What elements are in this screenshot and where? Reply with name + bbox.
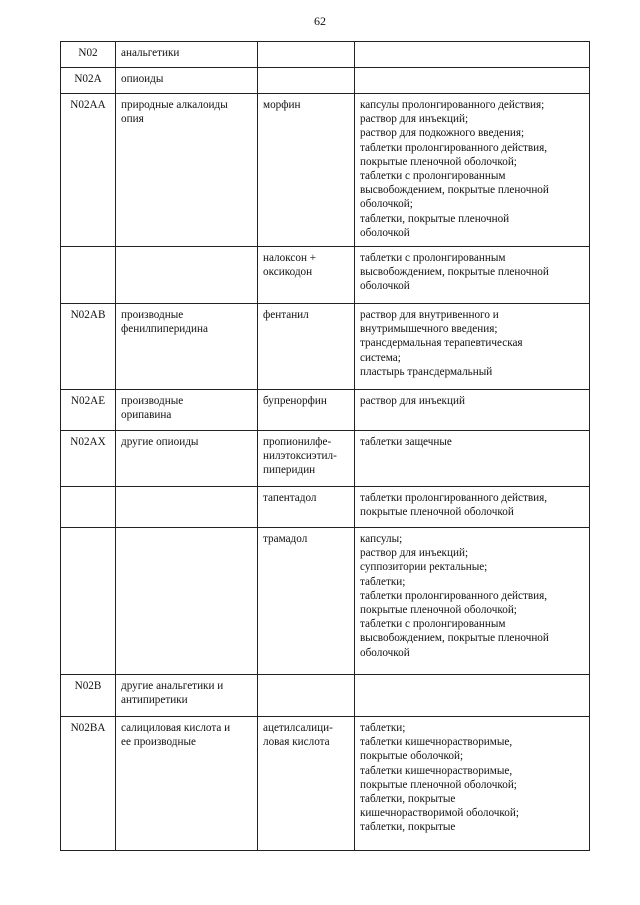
forms-line: пластырь трансдермальный [360,365,493,378]
forms-line: таблетки с пролонгированным [360,170,506,183]
atc-code-cell [61,247,116,304]
group-name-cell [116,42,258,68]
drug-name-cell [258,431,355,487]
atc-code-cell: N02AA [61,94,116,247]
forms-line: высвобождением, покрытые пленочной [360,266,549,279]
group-line: другие анальгетики и [121,680,224,693]
page-number: 62 [314,14,326,28]
forms-line: покрытые пленочной оболочкой; [360,604,517,617]
group-line: антипиретики [121,694,188,707]
table-row [61,68,590,94]
group-line: производные [121,395,184,408]
table-row [61,94,590,247]
group-name-cell [116,304,258,390]
atc-code-cell: N02AX [61,431,116,487]
drug-line: фентанил [263,309,309,322]
drug-name-cell [258,528,355,675]
table-row [61,42,590,68]
forms-line: оболочкой; [360,198,413,211]
group-name-cell [116,68,258,94]
forms-line: оболочкой [360,646,410,659]
table-row [61,528,590,675]
dosage-forms-cell [355,304,590,390]
table-row [61,247,590,304]
group-name-cell [116,487,258,528]
drug-name-cell [258,94,355,247]
drug-name-cell [258,304,355,390]
table-row [61,431,590,487]
table-row [61,717,590,851]
forms-line: суппозитории ректальные; [360,561,488,574]
forms-line: таблетки; [360,575,406,588]
forms-line: кишечнорастворимой оболочкой; [360,807,519,820]
forms-line: система; [360,351,401,364]
forms-line: оболочкой [360,226,410,239]
forms-line: таблетки; [360,722,406,735]
drug-name-cell [258,42,355,68]
atc-code-cell: N02AB [61,304,116,390]
group-line: орипавина [121,409,172,422]
drug-name-cell [258,390,355,431]
group-line: ее производные [121,736,196,749]
drug-line: трамадол [263,533,308,546]
drug-line: налоксон + [263,252,317,265]
drug-name-cell [258,68,355,94]
group-line: другие опиоиды [121,436,199,449]
atc-code-cell: N02B [61,675,116,717]
forms-line: высвобождением, покрытые пленочной [360,632,549,645]
forms-line: внутримышечного введения; [360,323,498,336]
forms-line: раствор для инъекций; [360,547,469,560]
forms-line: высвобождением, покрытые пленочной [360,184,549,197]
forms-line: раствор для подкожного введения; [360,127,525,140]
drug-line: оксикодон [263,266,313,279]
group-name-cell [116,717,258,851]
dosage-forms-cell [355,68,590,94]
dosage-forms-cell [355,390,590,431]
drug-classification-table [60,41,590,851]
dosage-forms-cell [355,717,590,851]
group-line: опия [121,113,144,126]
forms-line: раствор для внутривенного и [360,309,499,322]
group-line: производные [121,309,184,322]
group-name-cell [116,94,258,247]
forms-line: таблетки кишечнорастворимые, [360,764,513,777]
group-name-cell [116,431,258,487]
drug-line: пиперидин [263,464,316,477]
drug-name-cell [258,247,355,304]
forms-line: таблетки с пролонгированным [360,618,506,631]
drug-name-cell [258,717,355,851]
forms-line: покрытые пленочной оболочкой [360,506,514,519]
atc-code-cell: N02AE [61,390,116,431]
forms-line: оболочкой [360,280,410,293]
atc-code-cell: N02A [61,68,116,94]
forms-line: таблетки, покрытые [360,821,456,834]
drug-line: ацетилсалици- [263,722,333,735]
forms-line: таблетки кишечнорастворимые, [360,736,513,749]
drug-line: ловая кислота [263,736,330,749]
forms-line: таблетки, покрытые пленочной [360,212,510,225]
table-body [61,42,590,851]
group-name-cell [116,247,258,304]
group-name-cell [116,675,258,717]
dosage-forms-cell [355,487,590,528]
group-name-cell [116,390,258,431]
forms-line: капсулы; [360,533,403,546]
group-name-cell [116,528,258,675]
dosage-forms-cell [355,94,590,247]
drug-line: нилэтоксиэтил- [263,450,337,463]
drug-name-cell [258,487,355,528]
drug-line: тапентадол [263,492,317,505]
dosage-forms-cell [355,42,590,68]
drug-name-cell [258,675,355,717]
forms-line: раствор для инъекций [360,395,465,408]
atc-code-cell: N02BA [61,717,116,851]
forms-line: таблетки с пролонгированным [360,252,506,265]
dosage-forms-cell [355,247,590,304]
drug-line: бупренорфин [263,395,327,408]
table-row [61,487,590,528]
forms-line: покрытые пленочной оболочкой; [360,155,517,168]
forms-line: капсулы пролонгированного действия; [360,99,545,111]
forms-line: раствор для инъекций; [360,113,469,126]
group-line: анальгетики [121,47,180,59]
table-row [61,675,590,717]
drug-line: морфин [263,99,301,111]
atc-code-cell: N02 [61,42,116,68]
dosage-forms-cell [355,675,590,717]
forms-line: покрытые оболочкой; [360,750,464,763]
forms-line: таблетки пролонгированного действия, [360,589,548,602]
group-line: природные алкалоиды [121,99,228,111]
group-line: салициловая кислота и [121,722,231,735]
group-line: фенилпиперидина [121,323,208,336]
atc-code-cell [61,528,116,675]
forms-line: таблетки пролонгированного действия, [360,492,548,505]
forms-line: таблетки защечные [360,436,452,449]
dosage-forms-cell [355,431,590,487]
table-row [61,304,590,390]
forms-line: трансдермальная терапевтическая [360,337,523,350]
atc-code-cell [61,487,116,528]
group-line: опиоиды [121,73,164,85]
dosage-forms-cell [355,528,590,675]
forms-line: покрытые пленочной оболочкой; [360,778,517,791]
forms-line: таблетки, покрытые [360,793,456,806]
forms-line: таблетки пролонгированного действия, [360,141,548,154]
drug-line: пропионилфе- [263,436,332,449]
table-row [61,390,590,431]
